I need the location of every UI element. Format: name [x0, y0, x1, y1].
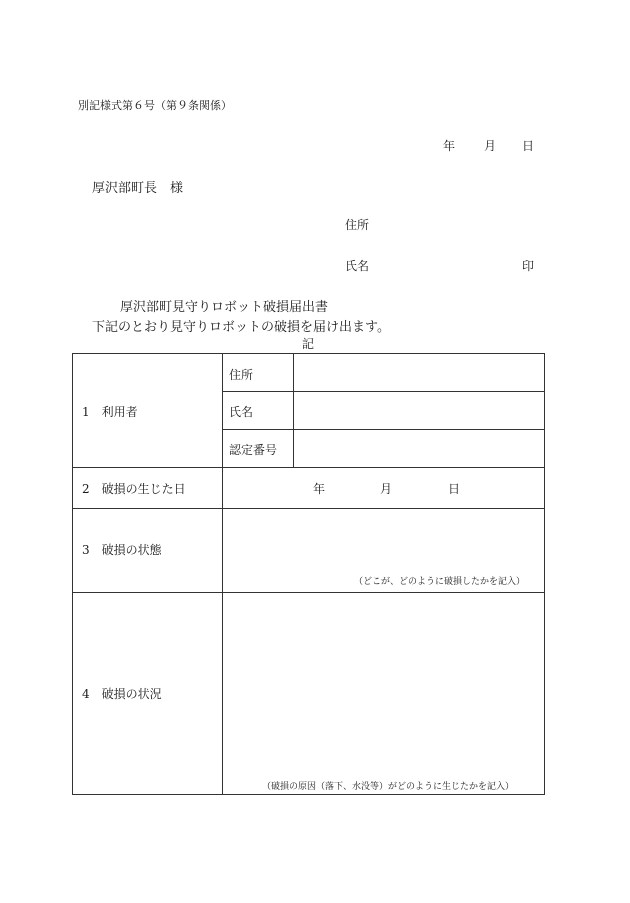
user-address-field[interactable] — [294, 354, 545, 391]
row1-label: 1 利用者 — [82, 405, 138, 419]
seal-mark: 印 — [522, 259, 535, 273]
user-cert-number-field[interactable] — [294, 430, 545, 467]
report-form-table — [72, 353, 545, 795]
user-address-label: 住所 — [229, 368, 254, 382]
intro-text: 下記のとおり見守りロボットの破損を届け出ます。 — [92, 320, 390, 335]
user-name-label: 氏名 — [229, 405, 254, 419]
user-cert-number-label: 認定番号 — [229, 443, 278, 457]
damage-circumstance-field[interactable] — [223, 593, 545, 794]
row4-label: 4 破損の状況 — [82, 687, 162, 701]
addressee: 厚沢部町長 様 — [92, 181, 184, 196]
date-day-label: 日 — [522, 139, 535, 153]
user-name-field[interactable] — [294, 392, 545, 429]
row3-label: 3 破損の状態 — [82, 543, 162, 557]
damage-date-field[interactable] — [223, 468, 545, 508]
damage-date-year: 年 — [313, 482, 326, 496]
date-year-label: 年 — [443, 139, 456, 153]
applicant-address-label: 住所 — [345, 218, 370, 232]
damage-date-month: 月 — [380, 482, 393, 496]
damage-date-day: 日 — [448, 482, 461, 496]
row3-note: （どこが、どのように破損したかを記入） — [354, 577, 526, 587]
form-number: 別記様式第６号（第９条関係） — [78, 99, 232, 112]
applicant-name-label: 氏名 — [345, 259, 370, 273]
row2-label: 2 破損の生じた日 — [82, 482, 186, 496]
date-month-label: 月 — [484, 139, 497, 153]
ki-label: 記 — [302, 337, 315, 351]
document-title: 厚沢部町見守りロボット破損届出書 — [120, 300, 329, 315]
row4-note: （破損の原因（落下、水没等）がどのように生じたかを記入） — [262, 782, 515, 792]
